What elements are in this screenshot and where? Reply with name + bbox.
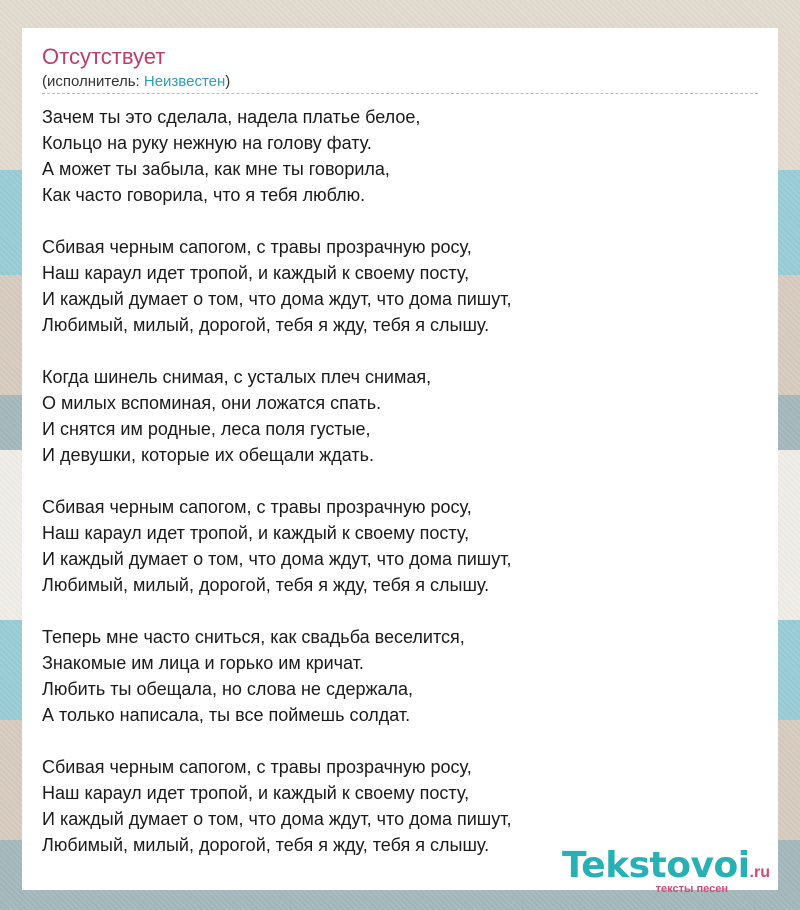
logo-tagline: тексты песен: [655, 883, 728, 895]
lyric-line: Сбивая черным сапогом, с травы прозрачную росу,: [42, 757, 472, 777]
lyric-line: Зачем ты это сделала, надела платье белое,: [42, 107, 421, 127]
lyric-line: Наш караул идет тропой, и каждый к своему посту,: [42, 783, 470, 803]
stanza: [42, 494, 758, 598]
lyric-line: Знакомые им лица и горько им кричат.: [42, 653, 364, 673]
dashed-divider: [42, 93, 758, 94]
lyric-line: А только написала, ты все поймешь солдат.: [42, 705, 411, 725]
lyric-line: И снятся им родные, леса поля густые,: [42, 419, 371, 439]
lyric-line: Наш караул идет тропой, и каждый к своему посту,: [42, 263, 470, 283]
artist-suffix: ): [225, 73, 231, 90]
stanza: [42, 754, 758, 858]
lyric-line: И каждый думает о том, что дома ждут, что дома пишут,: [42, 289, 512, 309]
stanza: [42, 364, 758, 468]
lyric-line: О милых вспоминая, они ложатся спать.: [42, 393, 382, 413]
lyric-line: Любимый, милый, дорогой, тебя я жду, тебя я слышу.: [42, 575, 490, 595]
logo-name: Tekstovoi: [562, 845, 750, 886]
lyric-line: А может ты забыла, как мне ты говорила,: [42, 159, 390, 179]
lyric-line: Когда шинель снимая, с усталых плеч снимая,: [42, 367, 432, 387]
artist-line: [42, 73, 230, 90]
lyric-line: Как часто говорила, что я тебя люблю.: [42, 185, 366, 205]
song-title: Отсутствует: [42, 44, 166, 69]
lyric-line: Наш караул идет тропой, и каждый к своему посту,: [42, 523, 470, 543]
logo-tld: .ru: [749, 864, 770, 881]
lyrics-text: [42, 104, 758, 884]
site-logo[interactable]: [562, 845, 770, 895]
stanza: [42, 234, 758, 338]
stanza: [42, 104, 758, 208]
lyric-line: Любимый, милый, дорогой, тебя я жду, тебя я слышу.: [42, 315, 490, 335]
artist-prefix: (исполнитель:: [42, 73, 144, 90]
lyric-line: Сбивая черным сапогом, с травы прозрачную росу,: [42, 237, 472, 257]
lyric-line: Сбивая черным сапогом, с травы прозрачную росу,: [42, 497, 472, 517]
lyric-line: И каждый думает о том, что дома ждут, что дома пишут,: [42, 549, 512, 569]
stanza: [42, 624, 758, 728]
lyrics-card: [22, 28, 778, 890]
lyric-line: Любимый, милый, дорогой, тебя я жду, тебя я слышу.: [42, 835, 490, 855]
lyric-line: И девушки, которые их обещали ждать.: [42, 445, 375, 465]
artist-link[interactable]: Неизвестен: [143, 73, 226, 90]
lyric-line: Любить ты обещала, но слова не сдержала,: [42, 679, 414, 699]
lyric-line: Теперь мне часто сниться, как свадьба веселится,: [42, 627, 465, 647]
lyric-line: И каждый думает о том, что дома ждут, что дома пишут,: [42, 809, 512, 829]
lyric-line: Кольцо на руку нежную на голову фату.: [42, 133, 372, 153]
